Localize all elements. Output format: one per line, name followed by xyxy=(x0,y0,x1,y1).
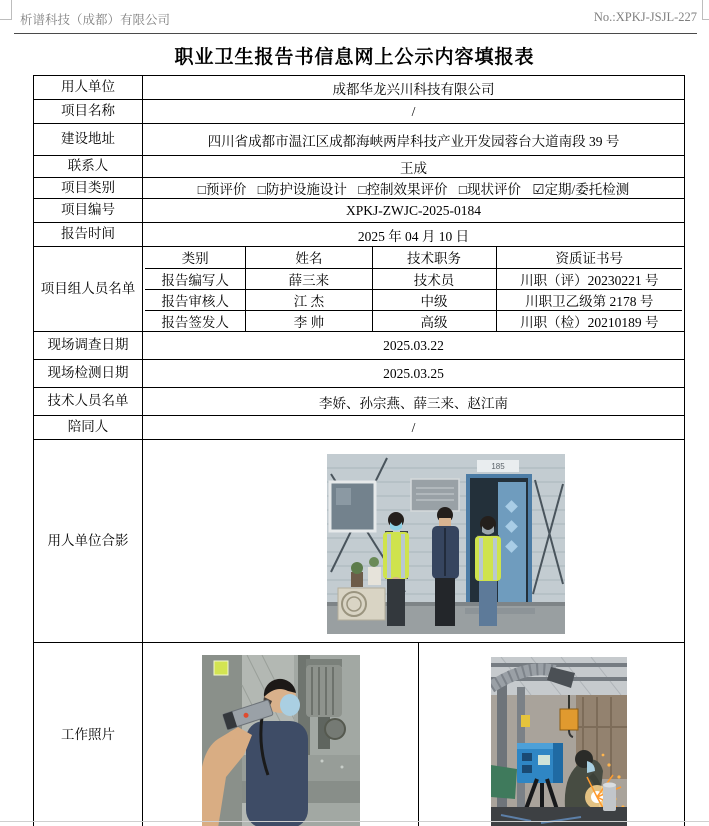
field-label: 报告时间 xyxy=(34,223,143,247)
row-team xyxy=(34,247,685,332)
header-divider xyxy=(14,33,697,34)
team-row xyxy=(145,310,682,331)
team-title: 中级 xyxy=(372,289,496,310)
work-photos-table xyxy=(145,643,682,826)
team-row xyxy=(145,289,682,310)
column-header: 姓名 xyxy=(246,247,372,268)
project-type-options xyxy=(143,178,685,199)
checkbox-option-checked: ☑定期/委托检测 xyxy=(532,182,630,197)
team-table xyxy=(145,247,682,331)
crop-mark-top-right xyxy=(702,19,709,20)
row-project-name xyxy=(34,100,685,124)
row-test-date xyxy=(34,360,685,388)
field-label: 技术人员名单 xyxy=(34,388,143,416)
field-value: 2025.03.22 xyxy=(143,332,685,360)
field-value: 四川省成都市温江区成都海峡两岸科技产业开发园蓉台大道南段 39 号 xyxy=(143,124,685,156)
team-name: 薛三来 xyxy=(246,268,372,289)
field-label: 工作照片 xyxy=(34,643,143,826)
team-name: 江 杰 xyxy=(246,289,372,310)
header-doc-number: No.:XPKJ-JSJL-227 xyxy=(593,10,697,24)
field-label: 项目组人员名单 xyxy=(34,247,143,332)
field-label: 用人单位合影 xyxy=(34,440,143,643)
column-header: 资质证书号 xyxy=(496,247,682,268)
team-cert: 川职（评）20230221 号 xyxy=(496,268,682,289)
team-name: 李 帅 xyxy=(246,310,372,331)
row-contact xyxy=(34,156,685,178)
team-role: 报告审核人 xyxy=(145,289,246,310)
work-photo-measurement-image xyxy=(202,655,360,826)
team-cert: 川职（检）20210189 号 xyxy=(496,310,682,331)
team-title: 技术员 xyxy=(372,268,496,289)
team-title: 高级 xyxy=(372,310,496,331)
team-row xyxy=(145,268,682,289)
group-photo-image xyxy=(327,454,565,634)
row-survey-date xyxy=(34,332,685,360)
field-value: / xyxy=(143,100,685,124)
row-report-date xyxy=(34,223,685,247)
field-label: 项目编号 xyxy=(34,199,143,223)
column-header: 类别 xyxy=(181,251,209,267)
column-header: 技术职务 xyxy=(372,247,496,268)
field-label: 联系人 xyxy=(34,156,143,178)
team-header-row xyxy=(145,247,682,268)
crop-mark-top-left xyxy=(11,0,12,19)
form-table xyxy=(33,75,685,826)
row-group-photo xyxy=(34,440,685,643)
work-photo-right-cell xyxy=(418,643,682,826)
field-label: 现场调查日期 xyxy=(34,332,143,360)
row-address xyxy=(34,124,685,156)
field-label: 项目类别 xyxy=(34,178,143,199)
field-label: 陪同人 xyxy=(34,416,143,440)
group-photo-cell xyxy=(143,440,685,643)
field-value: 2025 年 04 月 10 日 xyxy=(143,223,685,247)
team-role: 报告签发人 xyxy=(145,310,246,331)
checkbox-option: □预评价 xyxy=(197,182,247,197)
field-label: 项目名称 xyxy=(34,100,143,124)
checkbox-option: □防护设施设计 xyxy=(257,182,347,197)
team-table-cell xyxy=(143,247,685,332)
team-role: 报告编写人 xyxy=(145,268,246,289)
work-photo-welding-image xyxy=(491,657,627,826)
page-title: 职业卫生报告书信息网上公示内容填报表 xyxy=(174,47,535,68)
row-project-type xyxy=(34,178,685,199)
field-value: 王成 xyxy=(143,156,685,178)
field-value: XPKJ-ZWJC-2025-0184 xyxy=(143,199,685,223)
field-value: 李娇、孙宗燕、薛三来、赵江南 xyxy=(143,388,685,416)
checkbox-option: □控制效果评价 xyxy=(358,182,448,197)
row-employer xyxy=(34,76,685,100)
work-photos-cell xyxy=(143,643,685,826)
header-company-name: 析谱科技（成都）有限公司 xyxy=(20,13,171,27)
work-photo-left-cell xyxy=(145,643,418,826)
page-bottom-edge xyxy=(0,821,709,822)
row-technicians xyxy=(34,388,685,416)
crop-mark-top-left xyxy=(0,19,12,20)
field-label: 用人单位 xyxy=(34,76,143,100)
row-work-photos xyxy=(34,643,685,826)
door-number-sign: 185 xyxy=(491,461,505,471)
field-label: 现场检测日期 xyxy=(34,360,143,388)
crop-mark-top-right xyxy=(702,0,703,19)
field-label: 建设地址 xyxy=(34,124,143,156)
field-value: 2025.03.25 xyxy=(143,360,685,388)
field-value: / xyxy=(143,416,685,440)
field-value: 成都华龙兴川科技有限公司 xyxy=(143,76,685,100)
work-photos-row xyxy=(145,643,682,826)
row-escort xyxy=(34,416,685,440)
team-cert: 川职卫乙级第 2178 号 xyxy=(496,289,682,310)
row-project-number xyxy=(34,199,685,223)
checkbox-option: □现状评价 xyxy=(458,182,521,197)
